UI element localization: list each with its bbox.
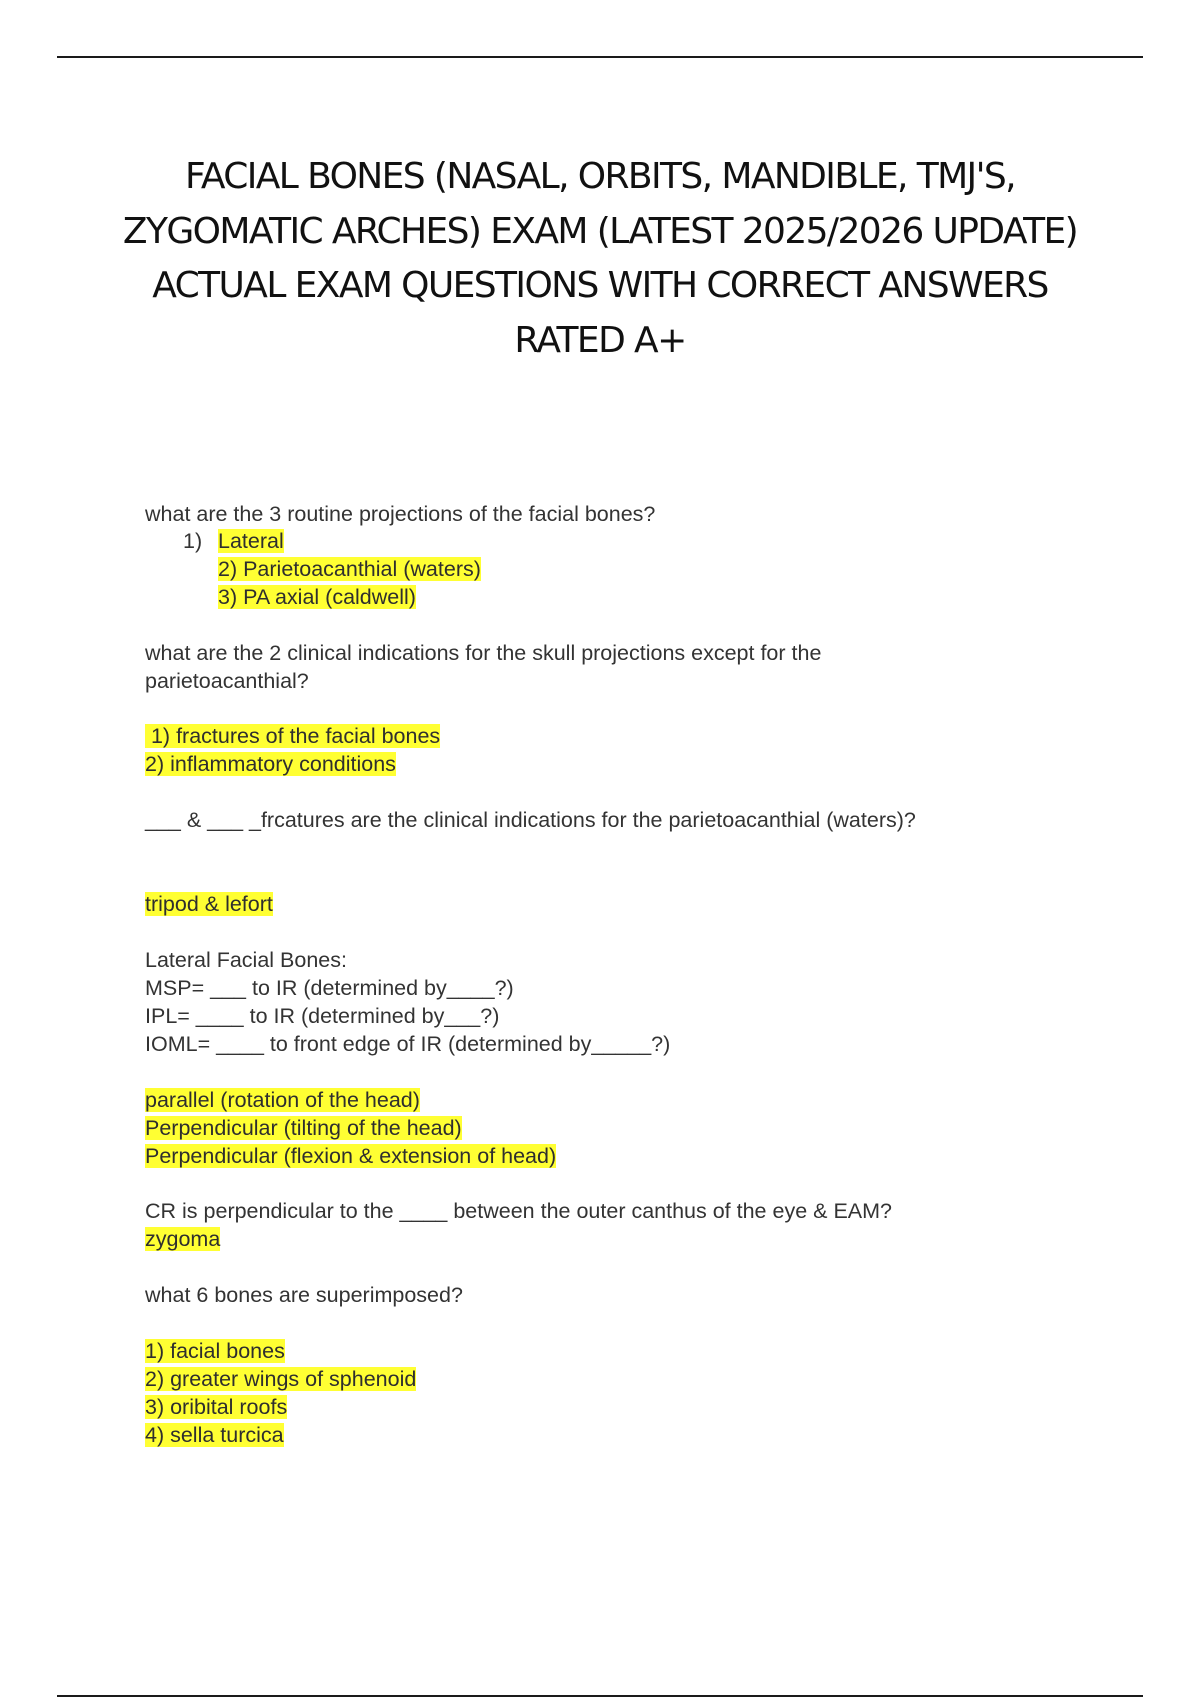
title-line: FACIAL BONES (NASAL, ORBITS, MANDIBLE, TMJ'S, xyxy=(185,156,1015,197)
title-line: RATED A+ xyxy=(514,319,686,361)
answer-highlight: Perpendicular (tilting of the head) xyxy=(145,1116,462,1140)
question-text: MSP= ___ to IR (determined by____?) xyxy=(145,976,514,1000)
answer-highlight: 4) sella turcica xyxy=(145,1423,284,1447)
answer-highlight: 1) facial bones xyxy=(145,1339,285,1363)
question-text: what are the 3 routine projections of the facial bones? xyxy=(145,502,656,526)
answer-highlight: 1) fractures of the facial bones xyxy=(145,724,441,748)
question-text: IPL= ____ to IR (determined by___?) xyxy=(145,1004,500,1028)
question-text: what are the 2 clinical indications for the skull projections except for the xyxy=(145,641,822,665)
question-text: what 6 bones are superimposed? xyxy=(145,1283,463,1307)
question-text: CR is perpendicular to the ____ between the outer canthus of the eye & EAM? xyxy=(145,1199,892,1223)
question-text: Lateral Facial Bones: xyxy=(145,948,347,972)
answer-highlight: zygoma xyxy=(145,1227,221,1251)
answer-highlight: Lateral xyxy=(218,529,284,553)
answer-highlight: 2) greater wings of sphenoid xyxy=(145,1367,417,1391)
answer-highlight: Perpendicular (flexion & extension of head) xyxy=(145,1144,557,1168)
answer-highlight: parallel (rotation of the head) xyxy=(145,1088,420,1112)
question-text: ___ & ___ _frcatures are the clinical indications for the parietoacanthial (waters)? xyxy=(145,808,916,832)
bottom-rule xyxy=(57,1695,1143,1697)
list-marker: 1) xyxy=(183,529,203,553)
answer-highlight: 2) Parietoacanthial (waters) xyxy=(218,557,481,581)
answer-highlight: tripod & lefort xyxy=(145,892,273,916)
answer-highlight: 3) oribital roofs xyxy=(145,1395,288,1419)
answer-highlight: 2) inflammatory conditions xyxy=(145,752,396,776)
answer-highlight: 3) PA axial (caldwell) xyxy=(218,585,416,609)
question-text: parietoacanthial? xyxy=(145,669,309,693)
document-title xyxy=(100,150,1100,368)
question-text: IOML= ____ to front edge of IR (determined by_____?) xyxy=(145,1032,671,1056)
top-rule xyxy=(57,56,1143,58)
title-line: ACTUAL EXAM QUESTIONS WITH CORRECT ANSWERS xyxy=(152,265,1048,306)
title-line: ZYGOMATIC ARCHES) EXAM (LATEST 2025/2026 UPDATE) xyxy=(122,210,1078,252)
